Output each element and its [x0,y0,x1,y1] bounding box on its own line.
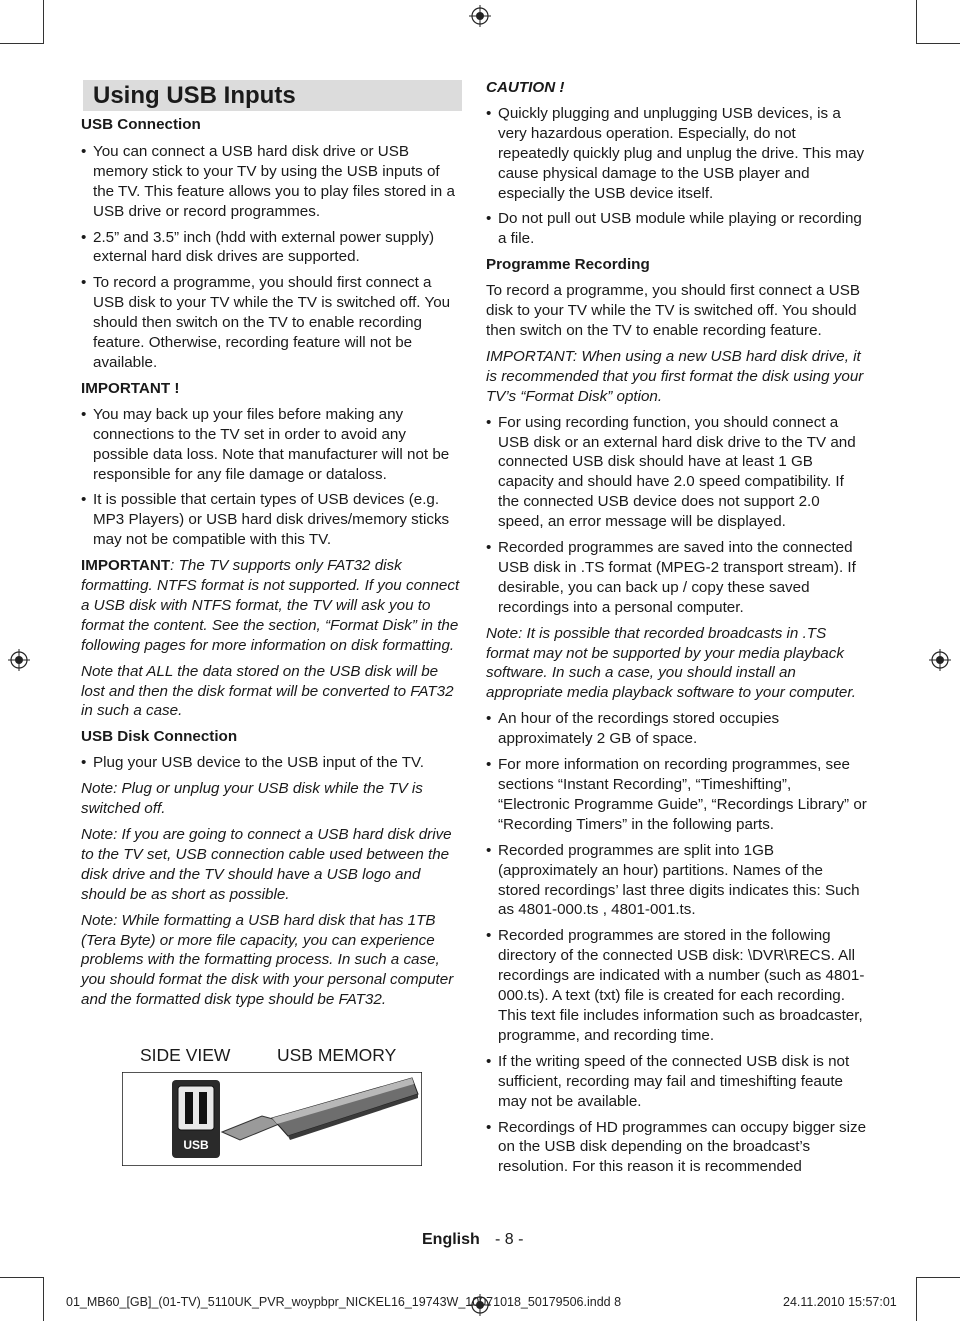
crop-mark [916,43,960,44]
list-item: • 2.5” and 3.5” inch (hdd with external power supply) external hard disk drives are supported. [81,228,463,268]
list-item: • Recorded programmes are split into 1GB (approximately an hour) partitions. Names of the stored recordings’ last three digits indicates this: Such as 4801-000.ts , 4801-001.ts. [486,841,867,921]
list-item: • An hour of the recordings stored occupies approximately 2 GB of space. [486,709,867,749]
left-column [81,115,463,1016]
list-item: • Recorded programmes are saved into the connected USB disk in .TS format (MPEG-2 transport stream). If desirable, you can back up / copy these saved recordings into a personal computer. [486,538,867,618]
list-item: • You can connect a USB hard disk drive or USB memory stick to your TV by using the USB inputs of the TV. This feature allows you to play files stored in a USB drive or record programmes. [81,142,463,222]
important-text: : The TV supports only FAT32 disk formatting. NTFS format is not supported. If you connect a USB disk with NTFS format, the TV will ask you to format the content. See the section, “Format Disk” in the following pages for more information on disk formatting. [81,557,460,654]
list-item: • For using recording function, you should connect a USB disk or an external hard disk drive to the TV and connected USB disk should have at least 1 GB capacity and should have 2.0 speed compatibility. If the connected USB device does not support 2.0 speed, an error message will be displayed. [486,413,867,532]
usb-connection-heading: USB Connection [81,116,201,133]
crop-mark [916,0,917,44]
footer-language: English [422,1231,480,1248]
registration-mark-icon [929,649,951,671]
side-view-label: SIDE VIEW [140,1045,231,1065]
page-number: - 8 - [495,1231,524,1248]
usb-port-label: USB [183,1138,209,1152]
list-item: • It is possible that certain types of USB devices (e.g. MP3 Players) or USB hard disk drives/memory sticks may not be compatible with this TV. [81,490,463,550]
crop-mark [43,1277,44,1321]
list-item: • For more information on recording programmes, see sections “Instant Recording”, “Timeshifting”, “Electronic Programme Guide”, “Recordings Library” or “Recording Timers” in the following parts. [486,755,867,835]
crop-mark [916,1277,960,1278]
slug-filename: 01_MB60_[GB]_(01-TV)_5110UK_PVR_woypbpr_NICKEL16_19743W_10071018_50179506.indd 8 [66,1295,622,1309]
note-all-data: Note that ALL the data stored on the USB disk will be lost and then the disk format will be converted to FAT32 in such a case. [81,662,454,720]
registration-mark-icon [469,5,491,27]
page-title: Using USB Inputs [93,82,296,109]
important-fat32-note [81,556,463,656]
note-plug: Note: Plug or unplug your USB disk while the TV is switched off. [81,780,423,818]
slug-date: 24.11.2010 15:57:01 [783,1295,897,1309]
programme-recording-note: Note: It is possible that recorded broadcasts in .TS format may not be supported by your media playback software. In such a case, you should install an appropriate media playback software to your computer. [486,624,857,702]
note-1tb: Note: While formatting a USB hard disk that has 1TB (Tera Byte) or more file capacity, you can experience problems with the formatting process. In such a case, you should format the disk with your personal computer and the formatted disk type should be FAT32. [81,911,454,1009]
important-label: IMPORTANT [81,557,171,575]
programme-recording-text: To record a programme, you should first connect a USB disk to your TV while the TV is switched off. You should then switch on the TV to enable recording feature. [486,282,860,339]
note-hdd: Note: If you are going to connect a USB hard disk drive to the TV set, USB connection cable used between the disk drive and the TV should have a USB logo and should be as short as possible. [81,826,452,903]
crop-mark [43,0,44,44]
crop-mark [916,1277,917,1321]
usb-illustration [122,1072,422,1166]
list-item: • Do not pull out USB module while playing or recording a file. [486,209,867,249]
list-item: • Quickly plugging and unplugging USB devices, is a very hazardous operation. Especially, do not repeatedly quickly plug and unplug the drive. This may cause physical damage to the USB player and especially the USB device itself. [486,104,867,204]
crop-mark [0,43,44,44]
usb-disk-connection-heading: USB Disk Connection [81,728,238,746]
list-item: • Recordings of HD programmes can occupy bigger size on the USB disk depending on the broadcast’s resolution. For this reason it is recommended [486,1118,867,1178]
registration-mark-icon [8,649,30,671]
list-item: • Recorded programmes are stored in the following directory of the connected USB disk: \DVR\RECS. All recordings are indicated with a number (such as 4801-000.ts). A text (txt) file is created for each recording. This text file includes information such as broadcaster, programme, and recording time. [486,926,867,1045]
important-heading: IMPORTANT ! [81,379,180,397]
list-item: • If the writing speed of the connected USB disk is not sufficient, recording may fail and timeshifting feaute may not be available. [486,1052,867,1112]
programme-recording-heading: Programme Recording [486,256,650,274]
list-item: • You may back up your files before making any connections to the TV set in order to avoid any possible data loss. Note that manufacturer will not be responsible for any file damage or dataloss. [81,405,463,485]
programme-recording-important: IMPORTANT: When using a new USB hard disk drive, it is recommended that you first format the disk using your TV’s “Format Disk” option. [486,347,864,405]
list-item: • To record a programme, you should first connect a USB disk to your TV while the TV is switched off. You should then switch on the TV to enable recording feature. Otherwise, recording feature will not be available. [81,273,463,373]
right-column [486,78,867,1183]
caution-heading: CAUTION ! [486,79,565,96]
list-item: • Plug your USB device to the USB input of the TV. [81,753,463,773]
crop-mark [0,1277,44,1278]
usb-memory-label: USB MEMORY [277,1045,397,1065]
usb-figure [122,1072,422,1166]
